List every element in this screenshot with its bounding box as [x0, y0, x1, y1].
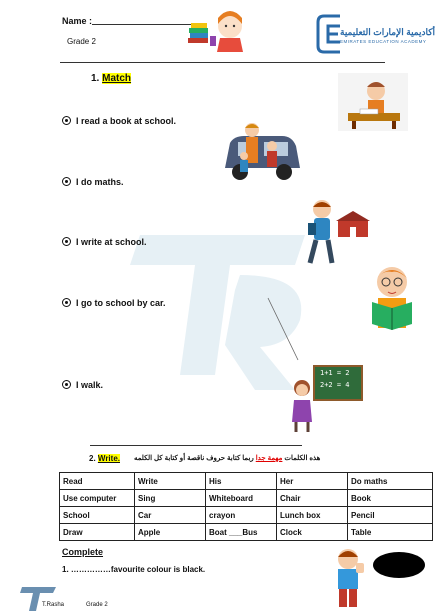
- instruction-text: ربما كتابة حروف ناقصة أو كتابة كل الكلمه: [134, 455, 254, 462]
- boy-writing-desk-clipart: [338, 73, 408, 131]
- student-books-clipart: [186, 8, 246, 53]
- table-cell: Use computer: [60, 490, 135, 507]
- section-divider: [90, 445, 302, 446]
- footer-author: T.Rasha: [42, 602, 65, 608]
- table-cell: Write: [135, 473, 206, 490]
- complete-title: Complete: [62, 547, 104, 557]
- table-cell: Clock: [277, 524, 348, 541]
- name-label: Name :: [62, 16, 93, 26]
- table-row: [60, 524, 433, 541]
- section2-heading: [89, 454, 120, 463]
- section1-number: 1.: [91, 73, 100, 84]
- section2-instruction: [134, 454, 320, 462]
- sentence-text: I walk.: [76, 380, 104, 390]
- table-cell: His: [206, 473, 277, 490]
- table-cell: Boat ___Bus: [206, 524, 277, 541]
- sentence-text: I go to school by car.: [76, 298, 166, 308]
- name-underline: [92, 24, 192, 25]
- table-cell: Apple: [135, 524, 206, 541]
- family-car-clipart: [220, 118, 302, 186]
- table-cell: Chair: [277, 490, 348, 507]
- chalkboard-line-1: 1+1 = 2: [320, 369, 350, 377]
- sentence-3: [62, 237, 147, 247]
- bullet-icon: [62, 177, 71, 186]
- section1-title: Match: [102, 73, 132, 84]
- table-row: [60, 473, 433, 490]
- table-cell: Book: [348, 490, 433, 507]
- section1-heading: [91, 73, 131, 84]
- table-cell: Car: [135, 507, 206, 524]
- boy-thumbs-up-clipart: [326, 545, 371, 611]
- sentence-1: [62, 116, 176, 126]
- sentence-text: I do maths.: [76, 177, 124, 187]
- bullet-icon: [62, 237, 71, 246]
- table-cell: crayon: [206, 507, 277, 524]
- table-cell: Table: [348, 524, 433, 541]
- grade-label: Grade 2: [67, 37, 96, 46]
- table-cell: School: [60, 507, 135, 524]
- table-cell: Draw: [60, 524, 135, 541]
- table-cell: Read: [60, 473, 135, 490]
- sentence-4: [62, 298, 166, 308]
- sentence-5: [62, 380, 103, 390]
- boy-reading-book-clipart: [368, 262, 416, 332]
- instruction-text: هذه الكلمات: [284, 455, 321, 462]
- complete-item-1: 1. ……………favourite colour is black.: [62, 565, 206, 574]
- sentence-text: I read a book at school.: [76, 116, 177, 126]
- academy-logo-icon: [316, 14, 342, 54]
- sentence-2: [62, 177, 124, 187]
- table-cell: Do maths: [348, 473, 433, 490]
- bullet-icon: [62, 380, 71, 389]
- footer-grade: Grade 2: [86, 602, 108, 608]
- table-row: [60, 490, 433, 507]
- speech-bubble: [373, 552, 425, 578]
- section2-title: Write.: [97, 454, 120, 463]
- instruction-highlight: مهمة جدا: [255, 455, 283, 462]
- sentence-text: I write at school.: [76, 237, 147, 247]
- section2-number: 2.: [89, 454, 96, 463]
- table-cell: Pencil: [348, 507, 433, 524]
- logo-english-text: EMIRATES EDUCATION ACADEMY: [340, 39, 427, 44]
- match-line: [240, 290, 320, 370]
- chalkboard-line-2: 2+2 = 4: [320, 381, 350, 389]
- bullet-icon: [62, 116, 71, 125]
- table-cell: Sing: [135, 490, 206, 507]
- bullet-icon: [62, 298, 71, 307]
- table-row: [60, 507, 433, 524]
- word-table: [59, 472, 433, 541]
- logo-arabic-text: أكاديمية الإمارات التعليمية: [340, 27, 436, 37]
- table-cell: Whiteboard: [206, 490, 277, 507]
- boy-walking-school-clipart: [300, 195, 370, 270]
- table-cell: Lunch box: [277, 507, 348, 524]
- table-cell: Her: [277, 473, 348, 490]
- header-divider: [60, 62, 385, 63]
